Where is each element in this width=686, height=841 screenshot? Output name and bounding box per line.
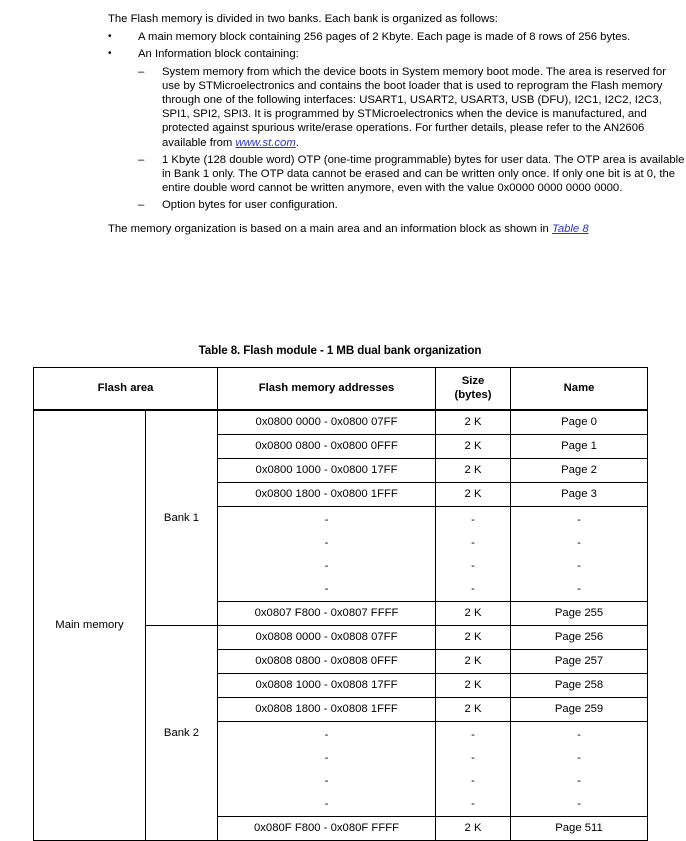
bullet-marker-icon: • [108,31,112,43]
cell-size: 2 K [436,483,511,507]
prose-section [108,12,686,240]
st-website-link[interactable]: www.st.com [235,136,296,149]
sub-item-text: Option bytes for user configuration. [162,199,338,212]
cell-address: 0x0808 0800 - 0x0808 0FFF [218,650,436,674]
cell-size: 2 K [436,674,511,698]
cell-size: 2 K [436,435,511,459]
dot-stack-size: - - - - [471,514,475,595]
cell-name: Page 0 [511,410,648,435]
table-8-crossref-link[interactable]: Table 8 [551,222,589,235]
cell-size: 2 K [436,410,511,435]
bullet-text: A main memory block containing 256 pages of 2 Kbyte. Each page is made of 8 rows of 256 bytes. [138,31,631,44]
cell-size: 2 K [436,817,511,841]
column-header-addresses: Flash memory addresses [218,368,436,411]
cell-address: 0x080F F800 - 0x080F FFFF [218,817,436,841]
cell-address: 0x0808 1800 - 0x0808 1FFF [218,698,436,722]
cell-flash-area: Main memory [34,410,146,841]
cell-name-ellipsis [511,722,648,817]
cell-name: Page 259 [511,698,648,722]
list-item [138,198,686,212]
cell-name-ellipsis [511,507,648,602]
table-header [34,368,648,411]
cell-name: Page 257 [511,650,648,674]
intro-paragraph: The Flash memory is divided in two banks. Each bank is organized as follows: [108,13,498,25]
closing-paragraph [108,222,686,236]
cell-address: 0x0808 1000 - 0x0808 17FF [218,674,436,698]
dash-marker-icon: – [138,65,145,78]
table-row [34,410,648,435]
dot-stack-name: - - - - [577,729,581,810]
cell-name: Page 256 [511,626,648,650]
closing-text: The memory organization is based on a main area and an information block as shown in [108,222,552,235]
sub-item-text: 1 Kbyte (128 double word) OTP (one-time programmable) bytes for user data. The OTP area is available in Bank 1 only. The OTP data cannot be erased and can be written only once. If only one bit is at 0, the entire double word cannot be written anymore, even with the value 0x0000 0000 0000 0000. [162,153,685,195]
cell-size-ellipsis [436,722,511,817]
sub-list [138,65,686,213]
cell-address: 0x0808 0000 - 0x0808 07FF [218,626,436,650]
size-header-line2: (bytes) [454,388,492,401]
list-item [138,153,686,196]
dot-stack-address: - - - - [324,514,329,595]
column-header-name: Name [511,368,648,411]
cell-size: 2 K [436,626,511,650]
table-header-row [34,368,648,411]
dash-marker-icon: – [138,199,145,212]
bullet-marker-icon: • [108,48,112,60]
table-caption: Table 8. Flash module - 1 MB dual bank organization [198,344,482,357]
sub-item-text: System memory from which the device boots in System memory boot mode. The area is reserved for use by STMicroelectronics and contains the boot loader that is used to reprogram the Flash memory through one of the following interfaces: USART1, USART2, USART3, USB (DFU), I2C1, I2C2, I2C3, SPI1, SPI2, SPI3. It is programmed by STMicroelectronics when the device is manufactured, and protected against spurious write/erase operations. For further details, please refer to the AN2606 available from [162,65,666,149]
cell-size: 2 K [436,698,511,722]
list-item [108,30,686,44]
table-body [34,410,648,841]
bullet-list [108,30,686,212]
cell-address: 0x0807 F800 - 0x0807 FFFF [218,602,436,626]
cell-address: 0x0800 1000 - 0x0800 17FF [218,459,436,483]
cell-address: 0x0800 0800 - 0x0800 0FFF [218,435,436,459]
column-header-size [436,368,511,411]
cell-size: 2 K [436,650,511,674]
cell-name: Page 3 [511,483,648,507]
cell-size: 2 K [436,602,511,626]
cell-name: Page 511 [511,817,648,841]
dot-stack-name: - - - - [577,514,581,595]
sub-item-text-tail: . [295,136,299,149]
cell-name: Page 255 [511,602,648,626]
size-header-line1: Size [461,375,485,387]
cell-address-ellipsis [218,722,436,817]
cell-name: Page 258 [511,674,648,698]
cell-bank-label: Bank 2 [146,626,218,841]
list-item [138,65,686,150]
list-item [108,47,686,212]
cell-bank-label: Bank 1 [146,410,218,626]
cell-size: 2 K [436,459,511,483]
cell-size-ellipsis [436,507,511,602]
cell-address-ellipsis [218,507,436,602]
dot-stack-size: - - - - [471,729,475,810]
cell-name: Page 1 [511,435,648,459]
dash-marker-icon: – [138,153,145,166]
cell-name: Page 2 [511,459,648,483]
cell-address: 0x0800 1800 - 0x0800 1FFF [218,483,436,507]
column-header-flash-area: Flash area [34,368,218,411]
dot-stack-address: - - - - [324,729,329,810]
bullet-text: An Information block containing: [138,48,299,61]
cell-address: 0x0800 0000 - 0x0800 07FF [218,410,436,435]
flash-module-table [33,367,648,841]
